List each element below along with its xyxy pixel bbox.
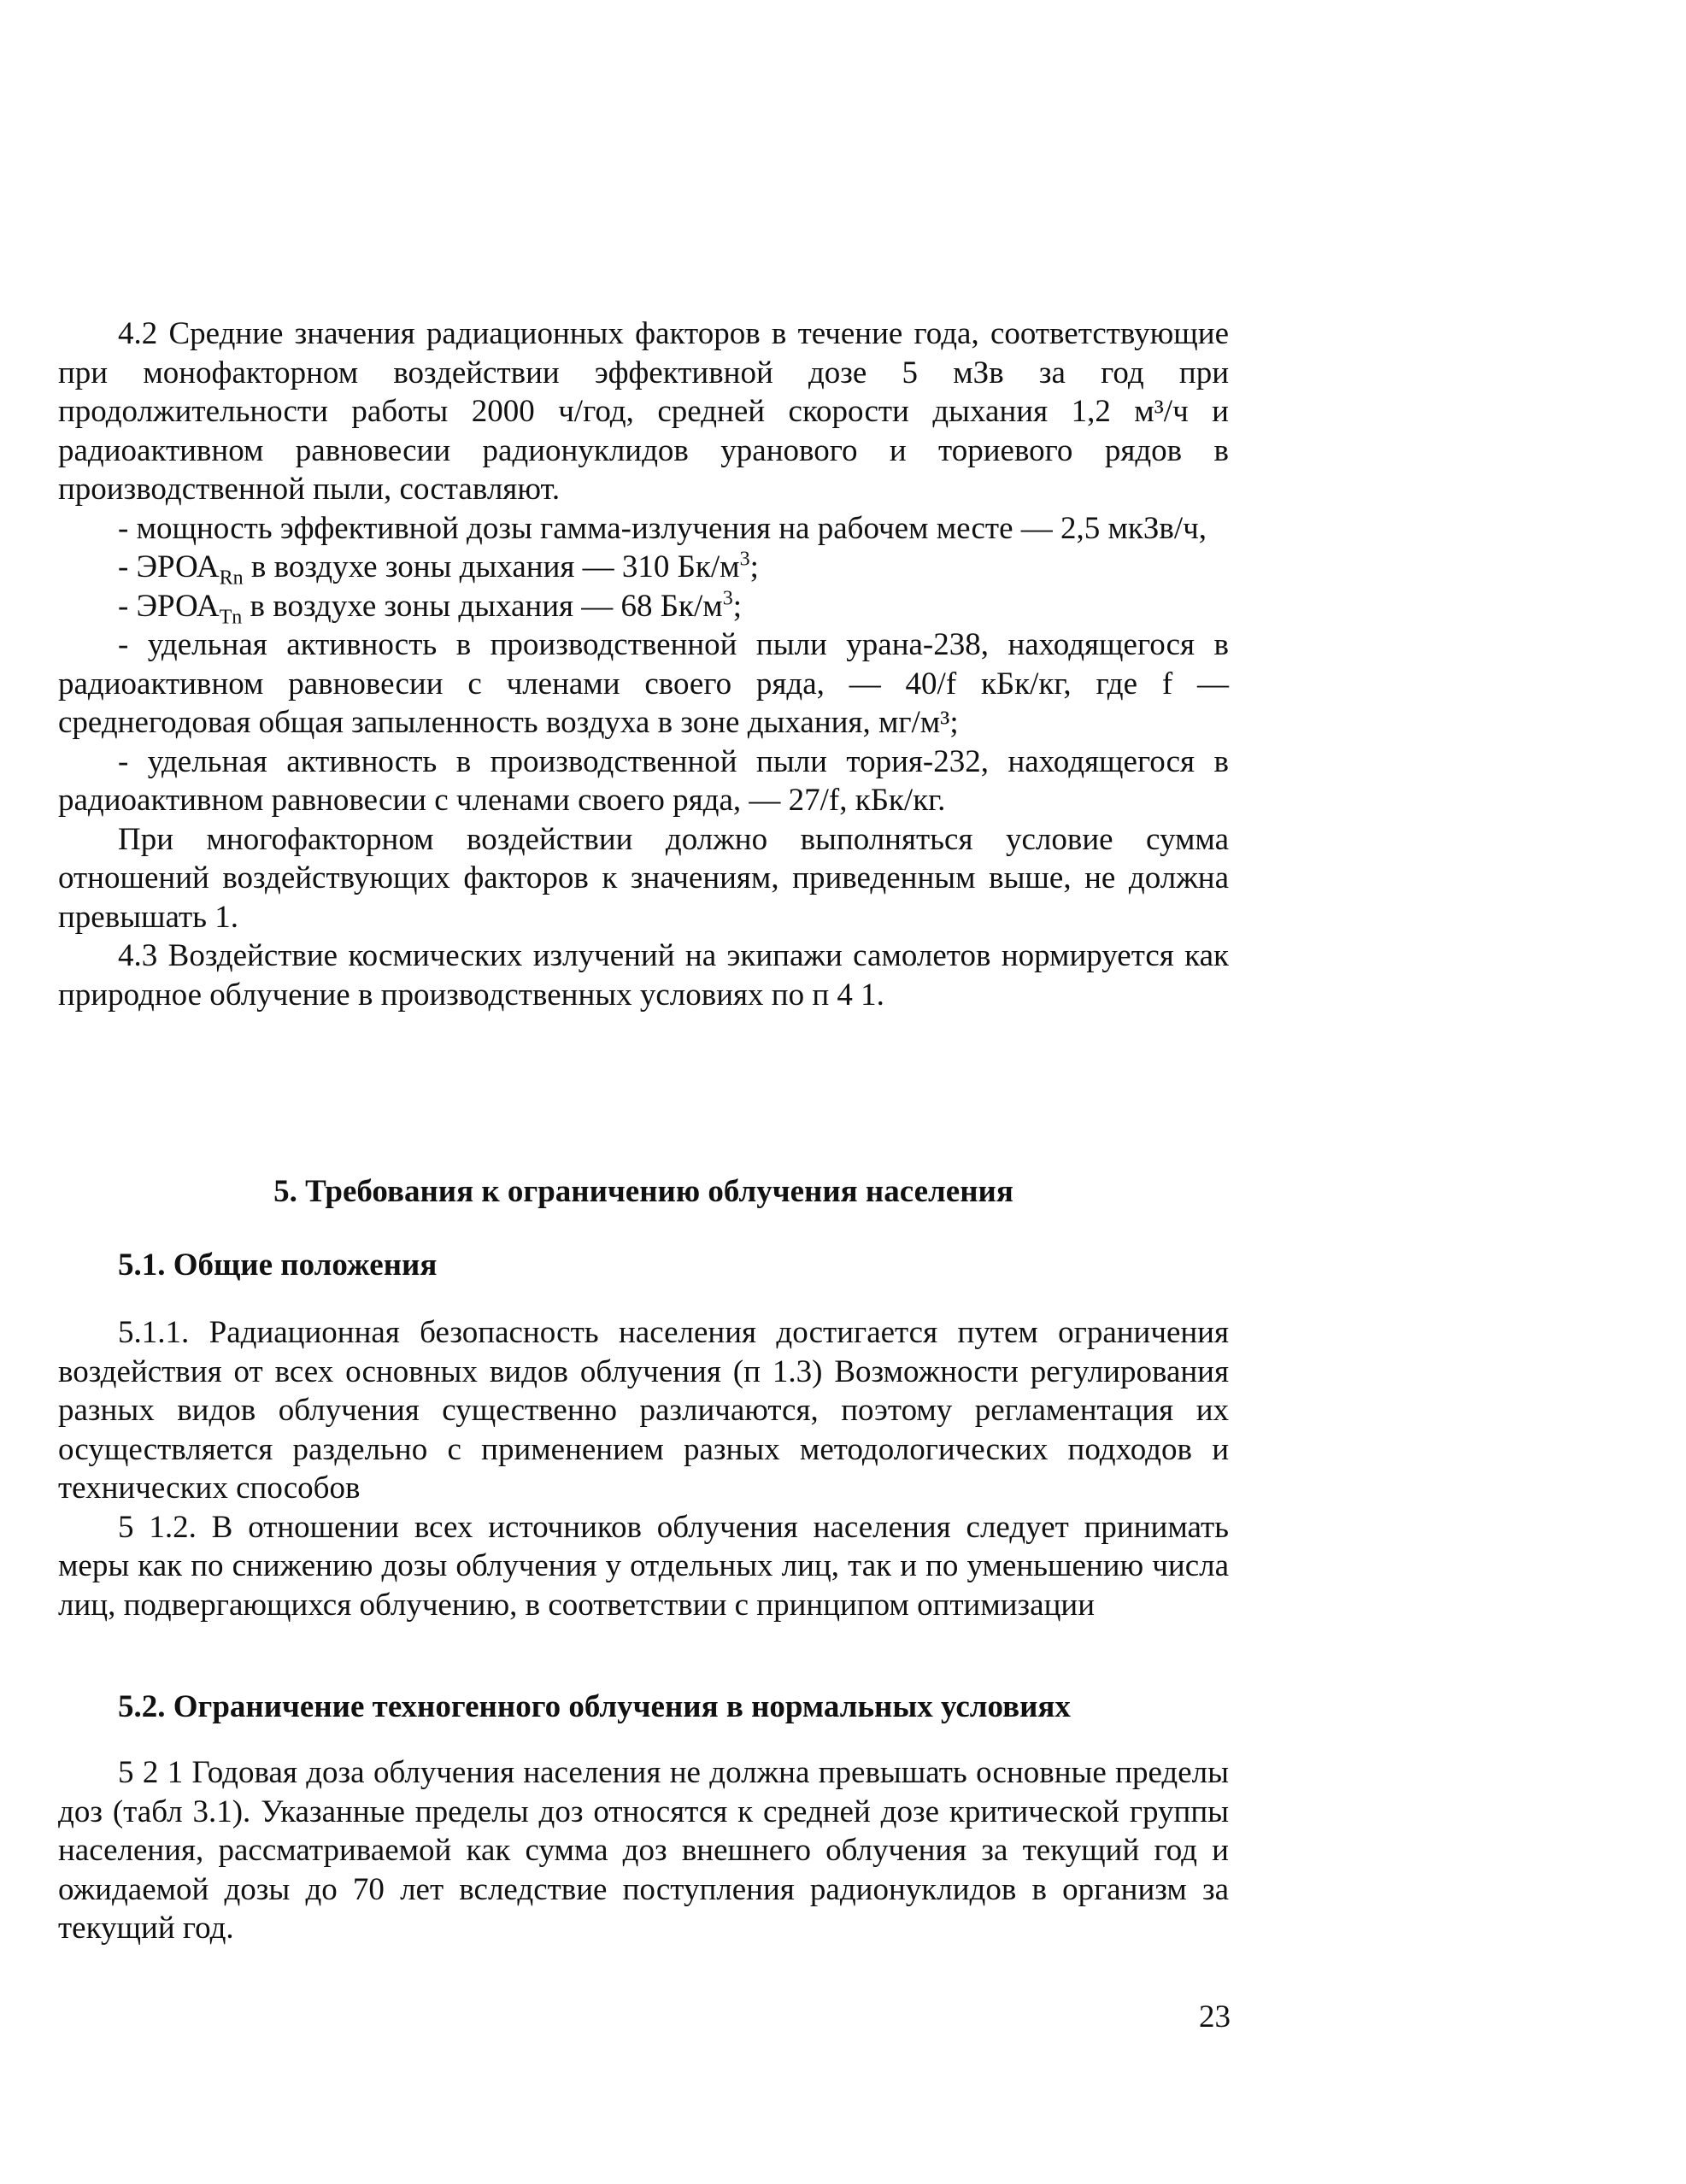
item-eroa-tn-sub: Tn xyxy=(219,605,243,628)
paragraph-4-2: 4.2 Средние значения радиационных факторов в течение года, соответствующие при монофакторном воздействии эффективной дозе 5 мЗв за год при продолжительности работы 2000 ч/год, средней скорости дыхания 1,2 м³/ч и радиоактивном равновесии радионуклидов уранового и ториевого рядов в производственной пыли, составляют. xyxy=(58,316,1229,507)
item-gamma-dose-rate: - мощность эффективной дозы гамма-излучения на рабочем месте — 2,5 мкЗв/ч, xyxy=(118,510,1207,546)
subsection-5-2-title: 5.2. Ограничение техногенного облучения в нормальных условиях xyxy=(118,1689,1071,1724)
item-uranium-238: - удельная активность в производственной пыли урана-238, находящегося в радиоактивном равновесии с членами своего ряда, — 40/f кБк/кг, где f — среднегодовая общая запыленность воздуха в зоне дыхания, мг/м³; xyxy=(58,627,1229,740)
page-number: 23 xyxy=(1199,1999,1231,2034)
item-eroa-tn xyxy=(58,587,1229,626)
item-eroa-rn-text: в воздухе зоны дыхания — 310 Бк/м xyxy=(243,549,740,584)
item-eroa-tn-prefix: - ЭРОА xyxy=(118,588,220,624)
item-eroa-tn-text: в воздухе зоны дыхания — 68 Бк/м xyxy=(242,588,723,624)
item-eroa-rn-prefix: - ЭРОА xyxy=(118,549,220,584)
paragraph-multifactor: При многофакторном воздействии должно выполняться условие сумма отношений воздействующих факторов к значениям, приведенным выше, не должна превышать 1. xyxy=(58,821,1229,935)
item-eroa-rn-suffix: ; xyxy=(749,549,759,584)
paragraph-5-1-1: 5.1.1. Радиационная безопасность населения достигается путем ограничения воздействия от всех основных видов облучения (п 1.3) Возможности регулирования разных видов облучения существенно различаются, поэтому регламентация их осуществляется раздельно с применением разных методологических подходов и технических способов xyxy=(58,1315,1229,1506)
item-eroa-rn-sub: Rn xyxy=(219,567,244,590)
paragraph-5-1-2: 5 1.2. В отношении всех источников облучения населения следует принимать меры как по снижению дозы облучения у отдельных лиц, так и по уменьшению числа лиц, подвергающихся облучению, в соответствии с принципом оптимизации xyxy=(58,1509,1229,1623)
paragraph-4-3: 4.3 Воздействие космических излучений на экипажи самолетов нормируется как природное облучение в производственных условиях по п 4 1. xyxy=(58,938,1229,1013)
subsection-5-1-text xyxy=(58,1313,1229,1624)
section-4-text xyxy=(58,314,1229,1014)
section-5-title: 5. Требования к ограничению облучения населения xyxy=(273,1174,1013,1209)
item-eroa-rn xyxy=(58,548,1229,590)
item-eroa-tn-sup: 3 xyxy=(722,587,733,610)
item-eroa-tn-suffix: ; xyxy=(732,588,743,624)
paragraph-5-2-1: 5 2 1 Годовая доза облучения населения не должна превышать основные пределы доз (табл 3.1). Указанные пределы доз относятся к средней дозе критической группы населения, рассматриваемой как сумма доз внешнего облучения за текущий год и ожидаемой дозы до 70 лет вследствие поступления радионуклидов в организм за текущий год. xyxy=(58,1755,1229,1946)
subsection-5-2-text xyxy=(58,1753,1229,1948)
item-eroa-rn-sup: 3 xyxy=(739,548,750,571)
item-thorium-232: - удельная активность в производственной пыли тория-232, находящегося в радиоактивном равновесии с членами своего ряда, — 27/f, кБк/кг. xyxy=(58,743,1229,818)
subsection-5-1-title: 5.1. Общие положения xyxy=(118,1248,438,1283)
